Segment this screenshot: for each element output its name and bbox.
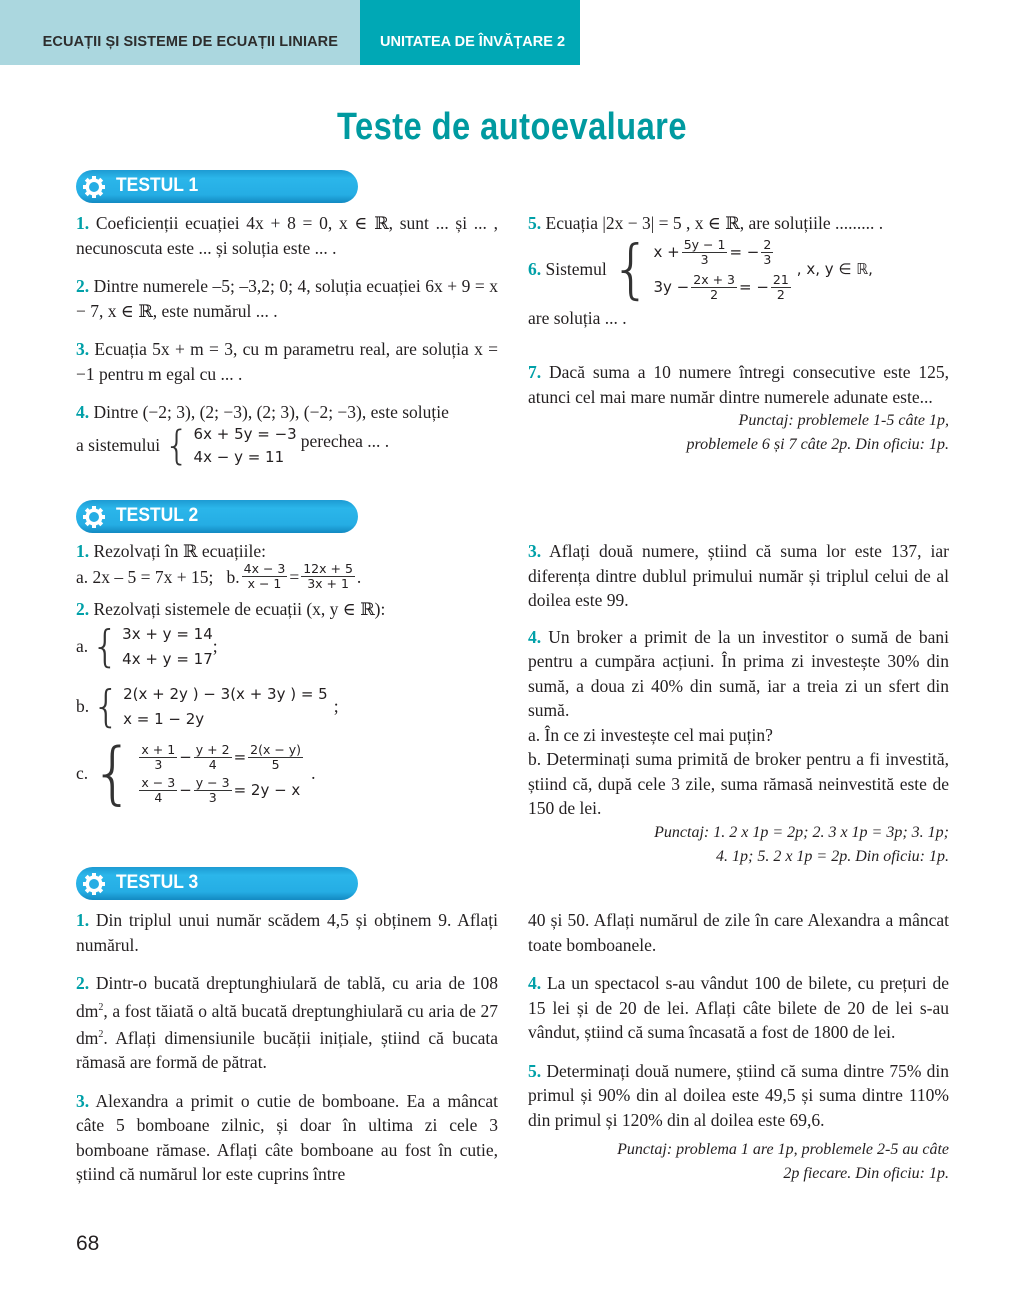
test2-system-a: a. { 3x + y = 14 4x + y = 17 ; [76, 620, 218, 672]
test3-problem-3: 3. Alexandra a primit o cutie de bomboane. Ea a mâncat câte 5 bomboane zilnic, și doar în ultima zi cele 3 bomboane rămase. Aflați câte bomboane au fost în cutie, știind că numărul lor este cuprins între [76, 1090, 498, 1185]
test2-right-column [528, 539, 949, 869]
test2-header [76, 500, 358, 533]
test2-score-line-2: 4. 1p; 5. 2 x 1p = 2p. Din oficiu: 1p. [716, 847, 949, 865]
test2-problem-2: 2. Rezolvați sistemele de ecuații (x, y ∈ ℝ): [76, 599, 386, 619]
test2-problem-4b: b. Determinați suma primită de broker pentru a fi investită, știind că, după cele 3 zile, suma rămasă neinvestită este de 150 de lei. [528, 749, 949, 818]
test1-problem-2: 2. Dintre numerele –5; –3,2; 0; 4, soluția ecuației 6x + 9 = x − 7, x ∈ ℝ, este numărul ... . [76, 276, 498, 321]
test1-problem-5: 5. Ecuația |2x − 3| = 5 , x ∈ ℝ, are soluțiile ......... . [528, 213, 884, 233]
page-title: Teste de autoevaluare [337, 106, 687, 148]
test1-problem-7: 7. Dacă suma a 10 numere întregi consecutive este 125, atunci cel mai mare număr dintre numerele adunate este... [528, 362, 949, 407]
test3-problem-4: 4. La un spectacol s-au vândut 100 de bilete, cu prețuri de 15 lei și de 20 de lei. Aflați câte bilete de 20 de lei s-au vândut, știind că suma încasată a fost de 1800 de lei. [528, 973, 950, 1042]
test1-problem-6-tail: are soluția ... . [528, 307, 627, 328]
test1-problem-1: 1. Coeficienții ecuației 4x + 8 = 0, x ∈ ℝ, sunt ... și ... , necunoscuta este ... și soluția este ... . [76, 213, 498, 258]
test1-left-column [76, 211, 498, 469]
test1-problem-3: 3. Ecuația 5x + m = 3, cu m parametru real, are soluția x = −1 pentru m egal cu ... . [76, 339, 498, 384]
page-number: 68 [76, 1232, 100, 1255]
test1-score-line-2: problemele 6 și 7 câte 2p. Din oficiu: 1p. [686, 436, 949, 453]
unit-header [360, 0, 580, 65]
test2-problem-1: 1. Rezolvați în ℝ ecuațiile: [76, 541, 266, 561]
test2-system-c: c. { $\frac{x + 1}{3}$ − $\frac{y + 2}{4}$ = $\frac{2(x - y)}{5}$ $\frac{x - 3}{4}$ − $\frac{y - 3}{3}$ = 2y − x . [76, 733, 316, 813]
chapter-title: ECUAȚII ȘI SISTEME DE ECUAȚII LINIARE [42, 34, 338, 50]
test3-problem-5: 5. Determinați două numere, știind că suma dintre 75% din primul și 90% din al doilea este 49,5 și suma dintre 110% din primul și 120% din al doilea este 69,6. [528, 1060, 949, 1130]
gear-icon [82, 175, 106, 199]
test3-right-column [528, 908, 949, 1186]
test3-label: TESTUL 3 [116, 872, 199, 893]
test1-score-line-1: Punctaj: problemele 1-5 câte 1p, [738, 412, 949, 429]
test3-problem-1: 1. Din triplul unui număr scădem 4,5 și obținem 9. Aflați numărul. [76, 910, 499, 955]
test1-problem-6: 6. Sistemul { x + $\frac{5y - 1}{3}$ = − $\frac{2}{3}$ 3y − $\frac{2x + 3}{2}$ = − $\frac{21}{2}$ , x, y ∈ ℝ, [528, 232, 873, 307]
test1-label: TESTUL 1 [116, 175, 199, 196]
test3-problem-3-continued: 40 și 50. Aflați numărul de zile în care Alexandra a mâncat toate bomboanele. [528, 910, 949, 955]
test3-left-column [76, 908, 498, 1187]
test1-header [76, 170, 358, 203]
test2-score-line-1: Punctaj: 1. 2 x 1p = 2p; 2. 3 x 1p = 3p; 3. 1p; [654, 823, 949, 841]
test2-left-column [76, 540, 498, 813]
test3-score-line-1: Punctaj: problema 1 are 1p, problemele 2-5 au câte [617, 1141, 949, 1158]
test2-label: TESTUL 2 [116, 505, 199, 526]
unit-title: UNITATEA DE ÎNVĂȚARE 2 [380, 34, 566, 50]
test2-problem-4: 4. Un broker a primit de la un investitor o sumă de bani pentru a cumpăra acțiuni. În prima zi investește 30% din sumă, a doua zi 40% din sumă, iar a treia zi un sfert din sumă. [528, 626, 949, 720]
gear-icon [82, 872, 106, 896]
gear-icon [82, 505, 106, 529]
test2-problem-3: 3. Aflați două numere, știind că suma lor este 137, iar diferența dintre dublul primului număr și triplul celui de al doilea este 99. [528, 541, 949, 610]
test3-problem-2: 2. Dintr-o bucată dreptunghiulară de tablă, cu aria de 108 $dm^2$, a fost tăiată o altă bucată dreptunghiulară cu aria de 27 $dm^2$. Aflați dimensiunile bucății inițiale, știind că bucata rămasă are formă de pătrat. [76, 973, 498, 1073]
test2-problem-4a: a. În ce zi investește cel mai puțin? [528, 724, 773, 745]
test2-problem-1-parts: a. 2x – 5 = 7x + 15; b. $\frac{4x - 3}{x - 1}$ = $\frac{12x + 5}{3x + 1}$ . [76, 561, 362, 591]
chapter-header [0, 0, 360, 65]
test3-header [76, 867, 358, 900]
test1-problem-4-system: a sistemului { 6x + 5y = −3 4x − y = 11 perechea ... . [76, 422, 390, 469]
test3-score-line-2: 2p fiecare. Din oficiu: 1p. [783, 1165, 949, 1182]
test1-problem-4: 4. Dintre (−2; 3), (2; −3), (2; 3), (−2; −3), este soluție [76, 402, 449, 422]
test2-system-b: b. { 2(x + 2y ) − 3(x + 3y ) = 5 x = 1 − 2y ; [76, 680, 339, 732]
test1-right-column [528, 211, 949, 457]
